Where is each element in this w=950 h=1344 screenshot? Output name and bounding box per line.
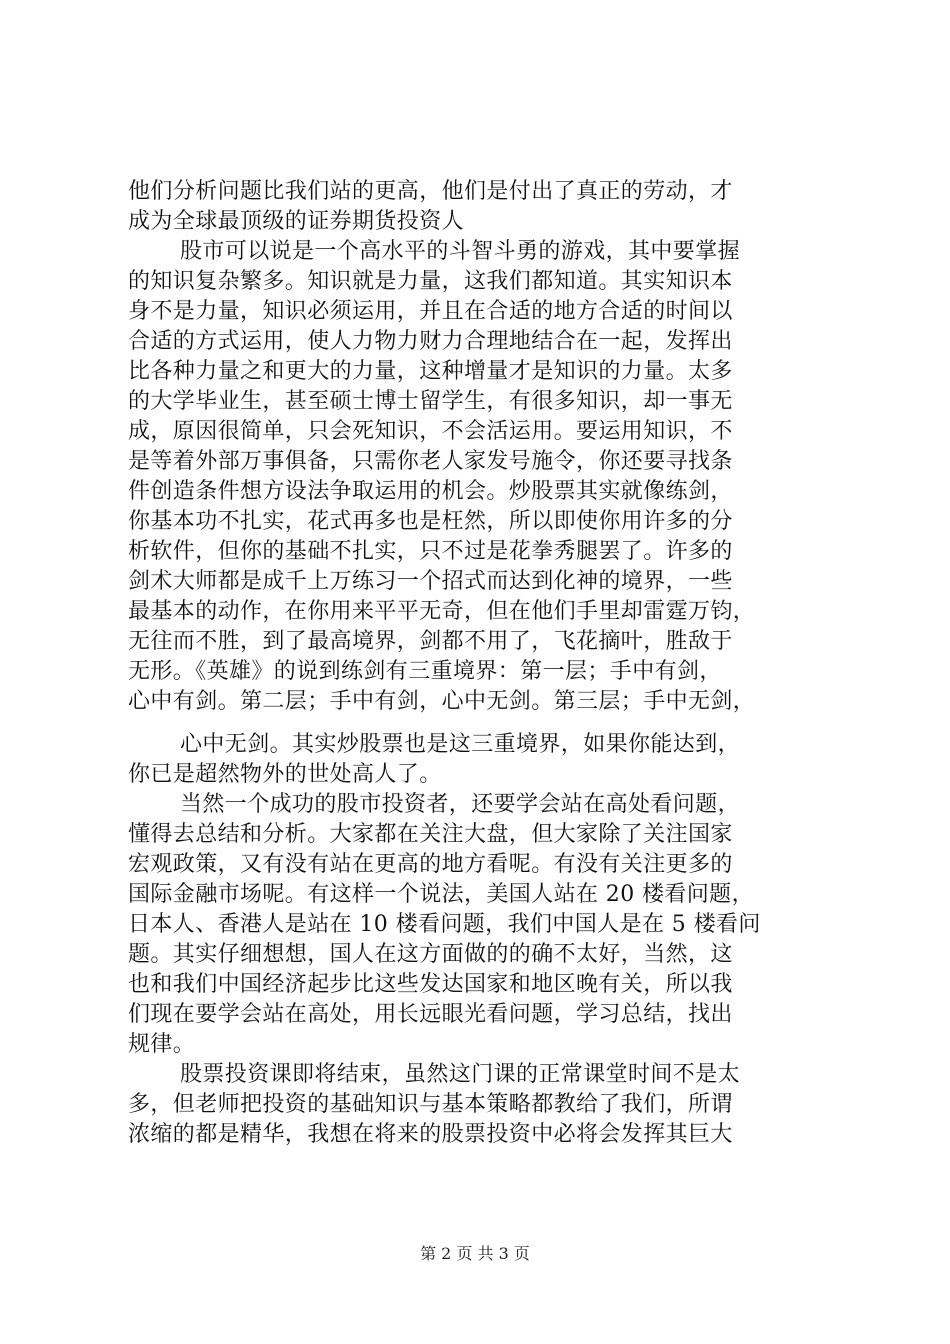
text-line: 合适的方式运用，使人力物力财力合理地结合在一起，发挥出	[128, 329, 733, 354]
text-line: 你已是超然物外的世处高人了。	[128, 762, 442, 787]
text-line: 无形。《英雄》的说到练剑有三重境界：第一层；手中有剑，	[128, 659, 722, 684]
text-line: 最基本的动作，在你用来平平无奇，但在他们手里却雷霆万钧，	[128, 599, 756, 624]
text-line: 析软件，但你的基础不扎实，只不过是花拳秀腿罢了。许多的	[128, 539, 733, 564]
text-line: 你基本功不扎实，花式再多也是枉然，所以即使你用许多的分	[128, 509, 733, 534]
text-line: 国际金融市场呢。有这样一个说法，美国人站在 20 楼看问题，	[128, 882, 754, 907]
page-footer: 第 2 页 共 3 页	[420, 1244, 530, 1263]
text-block-upper	[128, 177, 838, 717]
text-line: 也和我们中国经济起步比这些发达国家和地区晚有关，所以我	[128, 972, 733, 997]
text-line: 们现在要学会站在高处，用长远眼光看问题，学习总结，找出	[128, 1002, 733, 1027]
text-block-lower	[128, 730, 838, 1150]
text-line: 无往而不胜，到了最高境界，剑都不用了，飞花摘叶，胜敌于	[128, 629, 733, 654]
text-line: 身不是力量，知识必须运用，并且在合适的地方合适的时间以	[128, 299, 733, 324]
text-line: 是等着外部万事俱备，只需你老人家发号施令，你还要寻找条	[128, 449, 733, 474]
text-line: 多，但老师把投资的基础知识与基本策略都教给了我们，所谓	[128, 1092, 733, 1117]
text-line: 浓缩的都是精华，我想在将来的股票投资中必将会发挥其巨大	[128, 1122, 733, 1147]
text-line: 比各种力量之和更大的力量，这种增量才是知识的力量。太多	[128, 359, 733, 384]
text-line: 当然一个成功的股市投资者，还要学会站在高处看问题，	[180, 792, 741, 817]
text-line: 的知识复杂繁多。知识就是力量，这我们都知道。其实知识本	[128, 269, 733, 294]
text-line: 件创造条件想方设法争取运用的机会。炒股票其实就像练剑，	[128, 479, 733, 504]
text-line: 日本人、香港人是站在 10 楼看问题，我们中国人是在 5 楼看问	[128, 912, 761, 937]
text-line: 他们分析问题比我们站的更高，他们是付出了真正的劳动，才	[128, 179, 733, 204]
text-line: 剑术大师都是成千上万练习一个招式而达到化神的境界，一些	[128, 569, 733, 594]
text-line: 规律。	[128, 1032, 196, 1057]
text-line: 宏观政策，又有没有站在更高的地方看呢。有没有关注更多的	[128, 852, 733, 877]
text-line: 股市可以说是一个高水平的斗智斗勇的游戏，其中要掌握	[180, 239, 741, 264]
text-line: 懂得去总结和分析。大家都在关注大盘，但大家除了关注国家	[128, 822, 733, 847]
text-line: 成，原因很简单，只会死知识，不会活运用。要运用知识，不	[128, 419, 733, 444]
text-line: 题。其实仔细想想，国人在这方面做的的确不太好，当然，这	[128, 942, 733, 967]
text-line: 心中有剑。第二层；手中有剑，心中无剑。第三层；手中无剑，	[128, 689, 756, 714]
text-line: 心中无剑。其实炒股票也是这三重境界，如果你能达到，	[180, 732, 741, 757]
text-line: 的大学毕业生，甚至硕士博士留学生，有很多知识，却一事无	[128, 389, 733, 414]
text-line: 股票投资课即将结束，虽然这门课的正常课堂时间不是太	[180, 1062, 741, 1087]
text-line: 成为全球最顶级的证券期货投资人	[128, 209, 465, 234]
